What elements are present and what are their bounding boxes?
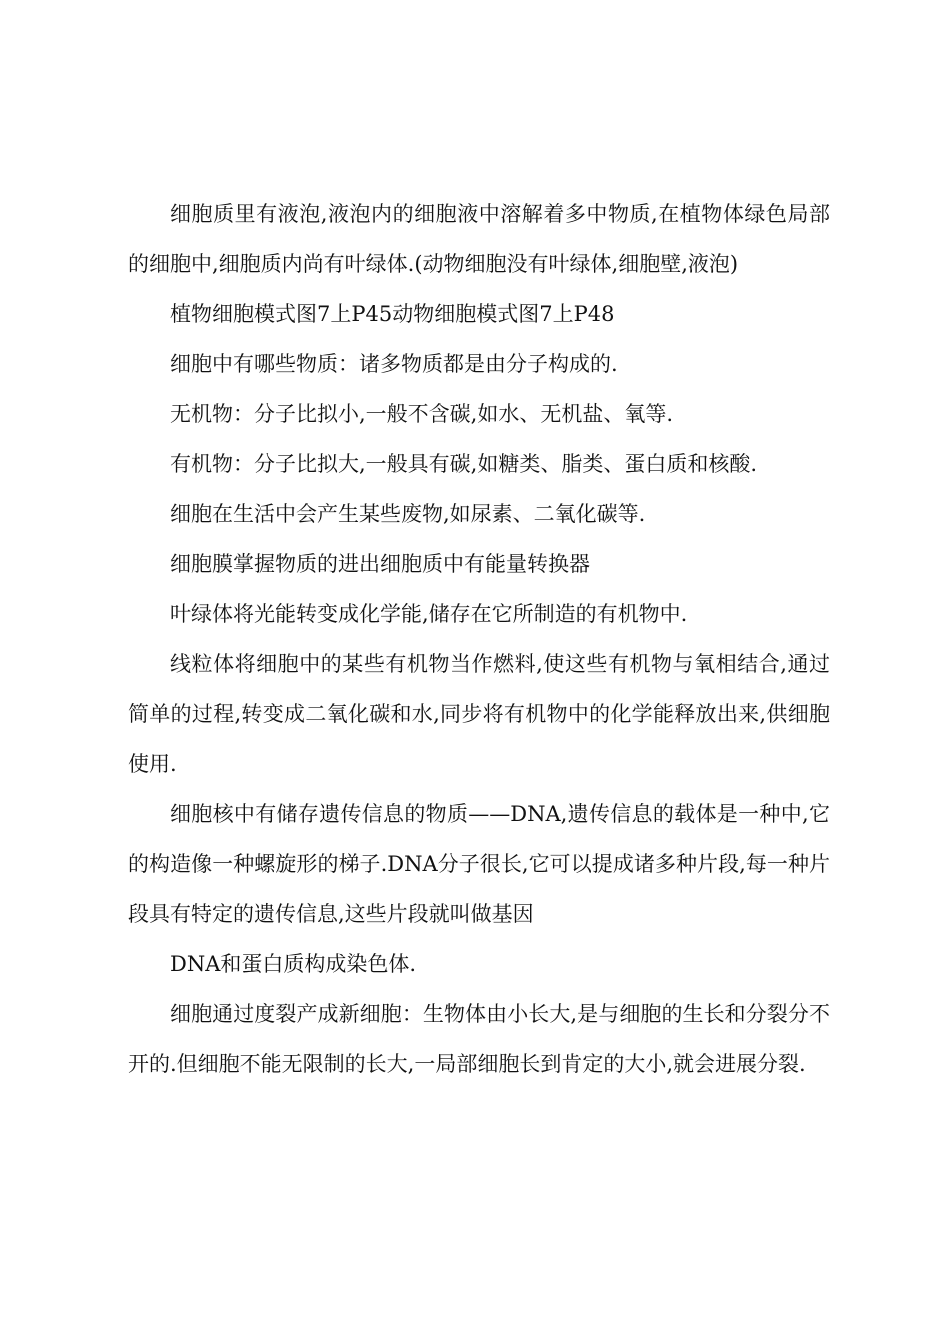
paragraph-nucleus-dna: 细胞核中有储存遗传信息的物质——DNA,遗传信息的载体是一种中,它的构造像一种螺旋形的梯子.DNA分子很长,它可以提成诸多种片段,每一种片段具有特定的遗传信息,这些片段就叫做基因 — [128, 802, 830, 926]
paragraph-organic-matter: 有机物：分子比拟大,一般具有碳,如糖类、脂类、蛋白质和核酸. — [170, 452, 758, 476]
paragraph-cell-substances: 细胞中有哪些物质：诸多物质都是由分子构成的. — [170, 352, 618, 376]
paragraph-cytoplasm-vacuole: 细胞质里有液泡,液泡内的细胞液中溶解着多中物质,在植物体绿色局部的细胞中,细胞质内尚有叶绿体.(动物细胞没有叶绿体,细胞壁,液泡) — [128, 202, 830, 276]
paragraph-inorganic-matter: 无机物：分子比拟小,一般不含碳,如水、无机盐、氧等. — [170, 402, 674, 426]
paragraph-cell-division: 细胞通过度裂产成新细胞：生物体由小长大,是与细胞的生长和分裂分不开的.但细胞不能无限制的长大,一局部细胞长到肯定的大小,就会进展分裂. — [128, 1002, 830, 1076]
paragraph-cell-diagram-reference: 植物细胞模式图7上P45动物细胞模式图7上P48 — [170, 302, 615, 326]
paragraph-chloroplast: 叶绿体将光能转变成化学能,储存在它所制造的有机物中. — [170, 602, 688, 626]
paragraph-cell-membrane: 细胞膜掌握物质的进出细胞质中有能量转换器 — [170, 552, 590, 576]
document-body — [128, 189, 830, 1089]
paragraph-mitochondria: 线粒体将细胞中的某些有机物当作燃料,使这些有机物与氧相结合,通过简单的过程,转变成二氧化碳和水,同步将有机物中的化学能释放出来,供细胞使用. — [128, 652, 830, 776]
paragraph-chromosome: DNA和蛋白质构成染色体. — [170, 952, 417, 976]
paragraph-cell-waste: 细胞在生活中会产生某些废物,如尿素、二氧化碳等. — [170, 502, 646, 526]
